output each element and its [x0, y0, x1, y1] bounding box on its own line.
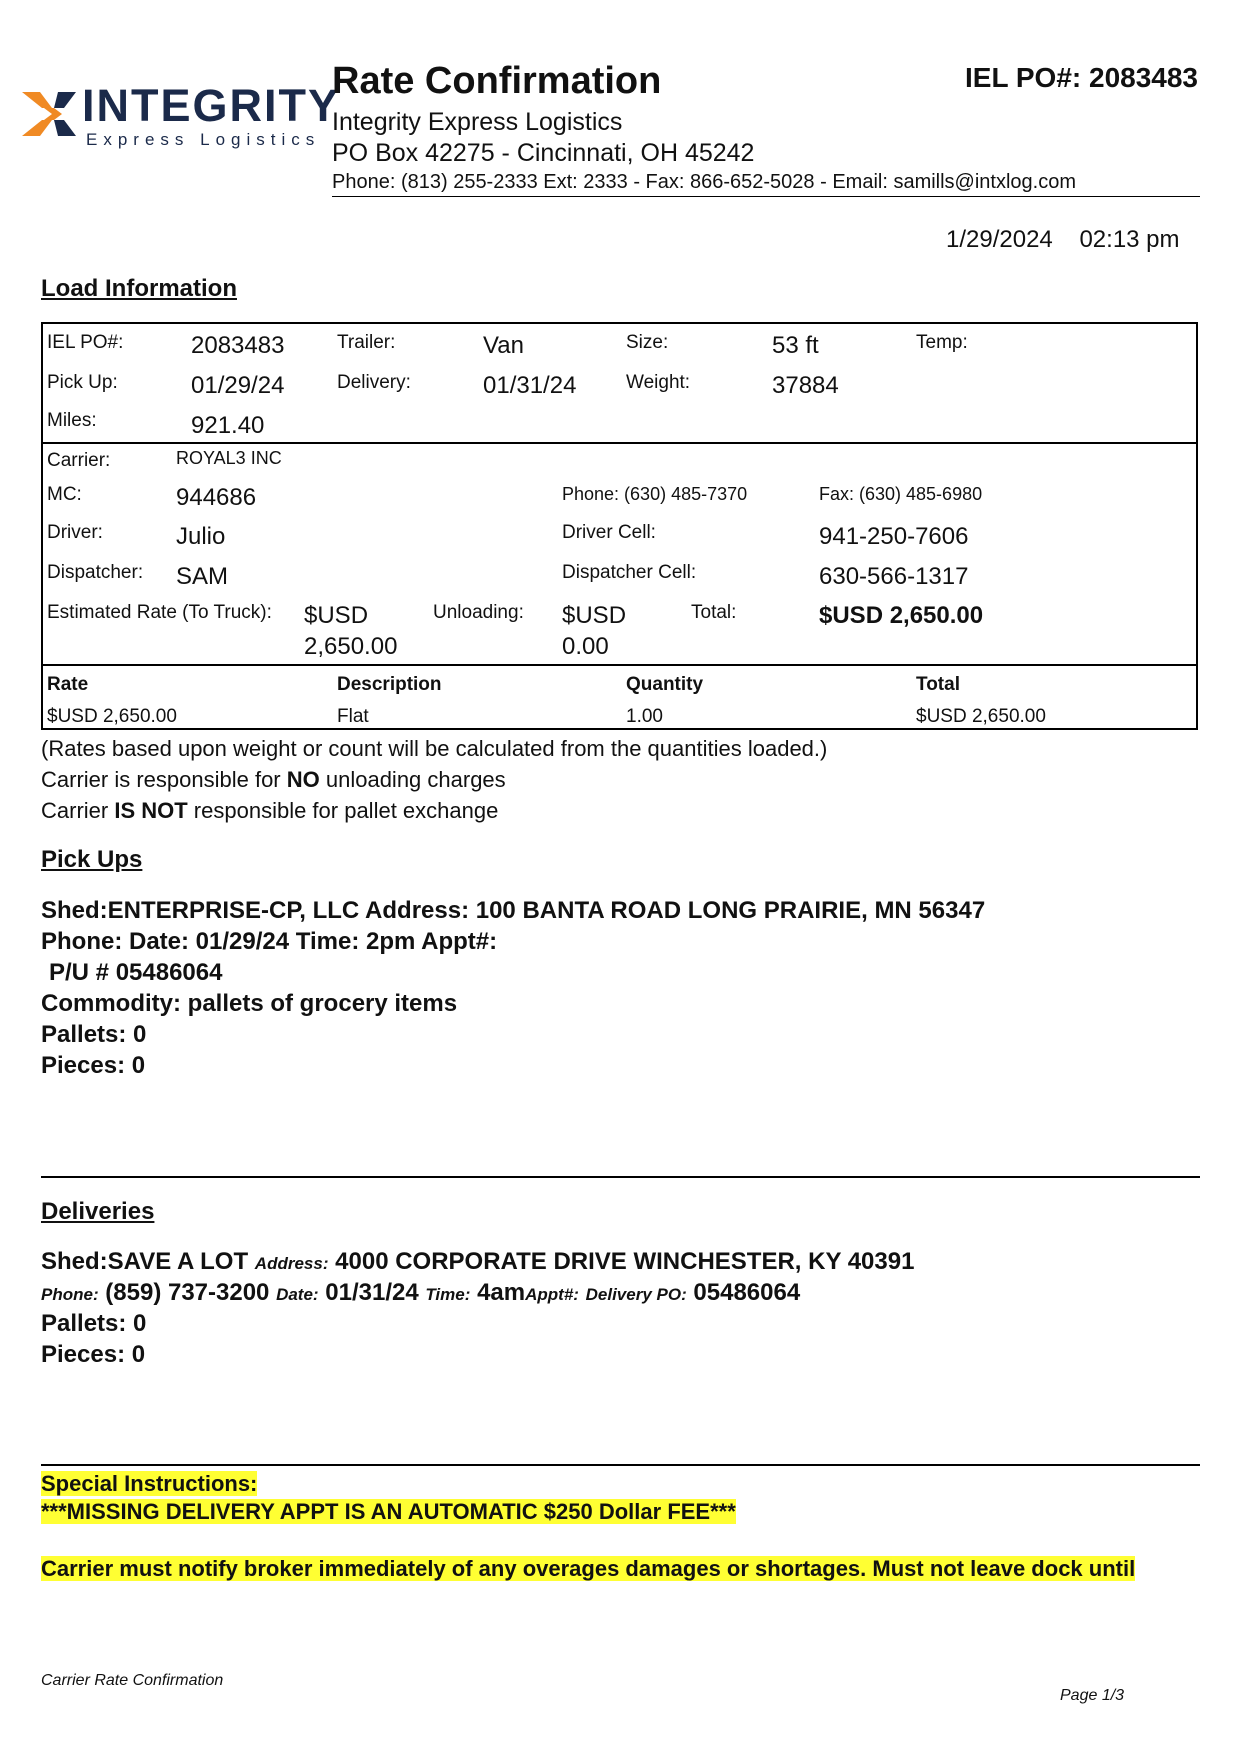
special-instructions-heading	[41, 1471, 257, 1497]
total-cell: $USD 2,650.00	[916, 706, 1046, 727]
miles-value: 921.40	[191, 412, 265, 439]
unloading-label: Unloading:	[433, 602, 524, 623]
pickup-number: P/U # 05486064	[49, 959, 223, 986]
note-emphasis: NO	[286, 767, 320, 792]
pickup-pieces: Pieces: 0	[41, 1052, 146, 1079]
weight-label: Weight:	[626, 372, 691, 393]
rate-note: (Rates based upon weight or count will be calculated from the quantities loaded.)	[41, 736, 828, 761]
trailer-label: Trailer:	[337, 332, 396, 353]
pickups-heading: Pick Ups	[41, 846, 143, 873]
driver-cell-value: 941-250-7606	[819, 523, 969, 550]
size-label: Size:	[626, 332, 669, 353]
delivery-time-label: Time:	[425, 1285, 471, 1304]
section-divider	[41, 1176, 1200, 1178]
company-contact: Phone: (813) 255-2333 Ext: 2333 - Fax: 866-652-5028 - Email: samills@intxlog.com	[332, 171, 1077, 193]
delivery-address: 4000 CORPORATE DRIVE WINCHESTER, KY 40391	[335, 1248, 915, 1275]
quantity-cell: 1.00	[626, 706, 663, 727]
deliveries-heading: Deliveries	[41, 1198, 155, 1225]
table-divider	[43, 664, 1196, 666]
note-emphasis: IS NOT	[114, 798, 188, 823]
section-divider	[41, 1464, 1200, 1466]
delivery-phone: (859) 737-3200	[105, 1279, 270, 1306]
rate-column-header: Rate	[47, 674, 89, 695]
pickup-value: 01/29/24	[191, 372, 285, 399]
carrier-phone: Phone: (630) 485-7370	[562, 484, 748, 504]
special-instruction-fee	[41, 1499, 736, 1525]
delivery-po-label: Delivery PO:	[585, 1285, 687, 1304]
po-number-header: IEL PO#: 2083483	[965, 62, 1198, 93]
dispatcher-cell-label: Dispatcher Cell:	[562, 562, 697, 583]
miles-label: Miles:	[47, 410, 97, 431]
table-divider	[43, 442, 1196, 444]
delivery-pieces: Pieces: 0	[41, 1341, 146, 1368]
rate-cell: $USD 2,650.00	[47, 706, 177, 727]
pickup-phone-date-time: Phone: Date: 01/29/24 Time: 2pm Appt#:	[41, 928, 498, 955]
dispatcher-cell-value: 630-566-1317	[819, 563, 969, 590]
logo-subtext: Express Logistics	[86, 130, 321, 149]
po-value: 2083483	[191, 332, 285, 359]
mc-label: MC:	[47, 484, 82, 505]
header-divider	[332, 196, 1200, 197]
document-time: 02:13 pm	[1079, 226, 1180, 253]
logo-mark-icon	[22, 86, 80, 142]
delivery-time: 4am	[477, 1279, 526, 1306]
special-instructions-heading-text: Special Instructions:	[41, 1471, 258, 1496]
special-instruction-notify	[41, 1556, 1135, 1582]
total-column-header: Total	[916, 674, 960, 695]
unloading-note	[41, 767, 506, 793]
document-title: Rate Confirmation	[332, 60, 662, 102]
description-column-header: Description	[337, 674, 442, 695]
company-address: PO Box 42275 - Cincinnati, OH 45242	[332, 139, 755, 167]
pickup-commodity: Commodity: pallets of grocery items	[41, 990, 458, 1017]
pickup-pallets: Pallets: 0	[41, 1021, 147, 1048]
carrier-value: ROYAL3 INC	[176, 448, 282, 468]
pickup-shed-address: Shed:ENTERPRISE-CP, LLC Address: 100 BANTA ROAD LONG PRAIRIE, MN 56347	[41, 897, 986, 924]
temp-label: Temp:	[916, 332, 968, 353]
unloading-amount: 0.00	[562, 633, 609, 660]
delivery-shed: Shed:SAVE A LOT	[41, 1248, 249, 1275]
delivery-pallets: Pallets: 0	[41, 1310, 147, 1337]
driver-label: Driver:	[47, 522, 103, 543]
estimated-rate-amount: 2,650.00	[304, 633, 398, 660]
pallet-note	[41, 798, 498, 824]
driver-cell-label: Driver Cell:	[562, 522, 656, 543]
logo-wordmark: INTEGRITY	[82, 80, 341, 131]
mc-value: 944686	[176, 484, 257, 511]
estimated-rate-currency: $USD	[304, 602, 369, 629]
po-label: IEL PO#:	[47, 332, 124, 353]
delivery-phone-date-time	[41, 1279, 800, 1307]
delivery-shed-address	[41, 1248, 914, 1276]
delivery-date-label: Date:	[276, 1285, 319, 1304]
delivery-date: 01/31/24	[325, 1279, 419, 1306]
note-text: responsible for pallet exchange	[187, 798, 499, 823]
unloading-currency: $USD	[562, 602, 627, 629]
note-text: Carrier is responsible for	[41, 767, 287, 792]
load-information-table	[41, 322, 1198, 730]
delivery-phone-label: Phone:	[41, 1285, 99, 1304]
company-name: Integrity Express Logistics	[332, 108, 623, 136]
delivery-label: Delivery:	[337, 372, 411, 393]
delivery-appt-label: Appt#:	[525, 1285, 579, 1304]
page-number: Page 1/3	[1060, 1687, 1125, 1704]
dispatcher-value: SAM	[176, 563, 229, 590]
weight-value: 37884	[772, 372, 839, 399]
trailer-value: Van	[483, 332, 524, 359]
estimated-rate-label: Estimated Rate (To Truck):	[47, 602, 272, 623]
document-date: 1/29/2024	[946, 226, 1053, 253]
carrier-label: Carrier:	[47, 450, 111, 471]
company-logo	[22, 80, 341, 149]
delivery-address-label: Address:	[254, 1254, 329, 1273]
quantity-column-header: Quantity	[626, 674, 704, 695]
special-instruction-notify-text: Carrier must notify broker immediately of any overages damages or shortages. Must not leave dock until	[41, 1556, 1136, 1581]
total-label: Total:	[691, 602, 737, 623]
delivery-po: 05486064	[693, 1279, 801, 1306]
total-value: $USD 2,650.00	[819, 602, 984, 629]
dispatcher-label: Dispatcher:	[47, 562, 144, 583]
load-information-heading: Load Information	[41, 275, 237, 302]
delivery-value: 01/31/24	[483, 372, 577, 399]
special-instruction-fee-text: ***MISSING DELIVERY APPT IS AN AUTOMATIC $250 Dollar FEE***	[41, 1499, 736, 1524]
footer-label: Carrier Rate Confirmation	[41, 1672, 224, 1689]
note-text: unloading charges	[319, 767, 506, 792]
carrier-fax: Fax: (630) 485-6980	[819, 484, 983, 504]
size-value: 53 ft	[772, 332, 819, 359]
description-cell: Flat	[337, 706, 369, 727]
driver-value: Julio	[176, 523, 226, 550]
document-datetime	[946, 226, 1180, 254]
note-text: Carrier	[41, 798, 115, 823]
pickup-label: Pick Up:	[47, 372, 118, 393]
